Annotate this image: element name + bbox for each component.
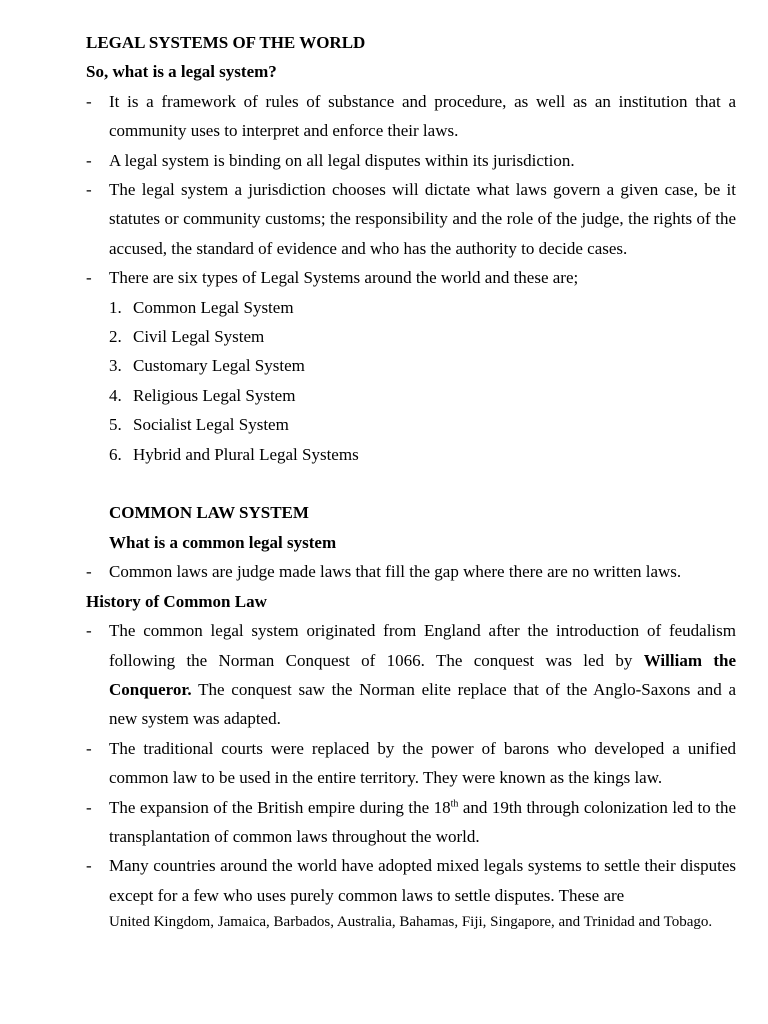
list-label: Hybrid and Plural Legal Systems: [133, 444, 359, 464]
text-run: and 19th through colonization led to the transplantation of common laws throughout the world.: [109, 797, 736, 846]
common-law-countries: United Kingdom, Jamaica, Barbados, Australia, Bahamas, Fiji, Singapore, and Trinidad and Tobago.: [109, 914, 713, 931]
history-bullet-4: [86, 851, 736, 934]
list-number: 3.: [109, 356, 122, 376]
bullet-dash: -: [86, 797, 92, 817]
bullet-text: [109, 616, 736, 734]
superscript-th: th: [450, 797, 459, 809]
list-item: [109, 322, 736, 351]
list-number: 2.: [109, 327, 122, 347]
document-page: [86, 28, 736, 934]
text-run: Many countries around the world have adopted mixed legals systems to settle their disputes except for a few who uses purely common laws to settle disputes. These are: [109, 856, 736, 905]
bullet-dash: -: [86, 91, 92, 111]
bullet-dash: -: [86, 856, 92, 876]
history-bullet-1: [86, 616, 736, 734]
legal-system-question: So, what is a legal system?: [86, 62, 277, 82]
history-bullet-2: [86, 734, 736, 793]
list-item: [109, 293, 736, 322]
legal-system-types-list: [86, 293, 736, 469]
text-run: The common legal system originated from England after the introduction of feudalism following the Norman Conquest of 1066. The conquest was led by: [109, 621, 736, 670]
list-number: 6.: [109, 444, 122, 464]
list-label: Customary Legal System: [133, 356, 305, 376]
common-law-heading: COMMON LAW SYSTEM: [109, 503, 309, 523]
history-bullet-3: [86, 793, 736, 852]
intro-bullet-2: [86, 146, 736, 175]
list-label: Common Legal System: [133, 297, 294, 317]
bullet-text: [109, 851, 736, 934]
blank-line: [86, 469, 736, 498]
history-heading: History of Common Law: [86, 591, 267, 611]
list-item: [109, 351, 736, 380]
document-title: LEGAL SYSTEMS OF THE WORLD: [86, 33, 366, 52]
bullet-dash: -: [86, 562, 92, 582]
intro-bullet-4: [86, 263, 736, 292]
bullet-dash: -: [86, 150, 92, 170]
bullet-dash: -: [86, 738, 92, 758]
list-number: 1.: [109, 297, 122, 317]
common-law-definition: [86, 557, 736, 586]
bullet-dash: -: [86, 268, 92, 288]
list-item: [109, 440, 736, 469]
bullet-dash: -: [86, 180, 92, 200]
list-label: Religious Legal System: [133, 385, 296, 405]
bullet-text: [109, 793, 736, 852]
bullet-text: It is a framework of rules of substance and procedure, as well as an institution that a community uses to interpret and enforce their laws.: [109, 91, 736, 141]
list-number: 5.: [109, 415, 122, 435]
bullet-text: The traditional courts were replaced by the power of barons who developed a unified common law to be used in the entire territory. They were known as the kings law.: [109, 738, 736, 788]
list-label: Socialist Legal System: [133, 415, 289, 435]
list-label: Civil Legal System: [133, 327, 265, 347]
list-item: [109, 410, 736, 439]
bullet-text: Common laws are judge made laws that fill the gap where there are no written laws.: [109, 562, 682, 582]
bullet-text: There are six types of Legal Systems around the world and these are;: [109, 268, 579, 288]
william-the-conqueror-bold: William the Conqueror.: [109, 650, 736, 699]
text-run: The expansion of the British empire during the 18: [109, 797, 451, 817]
bullet-text: The legal system a jurisdiction chooses will dictate what laws govern a given case, be it statutes or community customs; the responsibility and the role of the judge, the rights of the accused, the standard of evidence and who has the authority to decide cases.: [109, 180, 736, 258]
intro-bullet-1: [86, 87, 736, 146]
list-item: [109, 381, 736, 410]
common-law-question: What is a common legal system: [109, 532, 337, 552]
text-run: The conquest saw the Norman elite replace that of the Anglo-Saxons and a new system was adapted.: [109, 679, 736, 729]
bullet-dash: -: [86, 621, 92, 641]
list-number: 4.: [109, 385, 122, 405]
intro-bullet-3: [86, 175, 736, 263]
bullet-text: A legal system is binding on all legal disputes within its jurisdiction.: [109, 150, 575, 170]
